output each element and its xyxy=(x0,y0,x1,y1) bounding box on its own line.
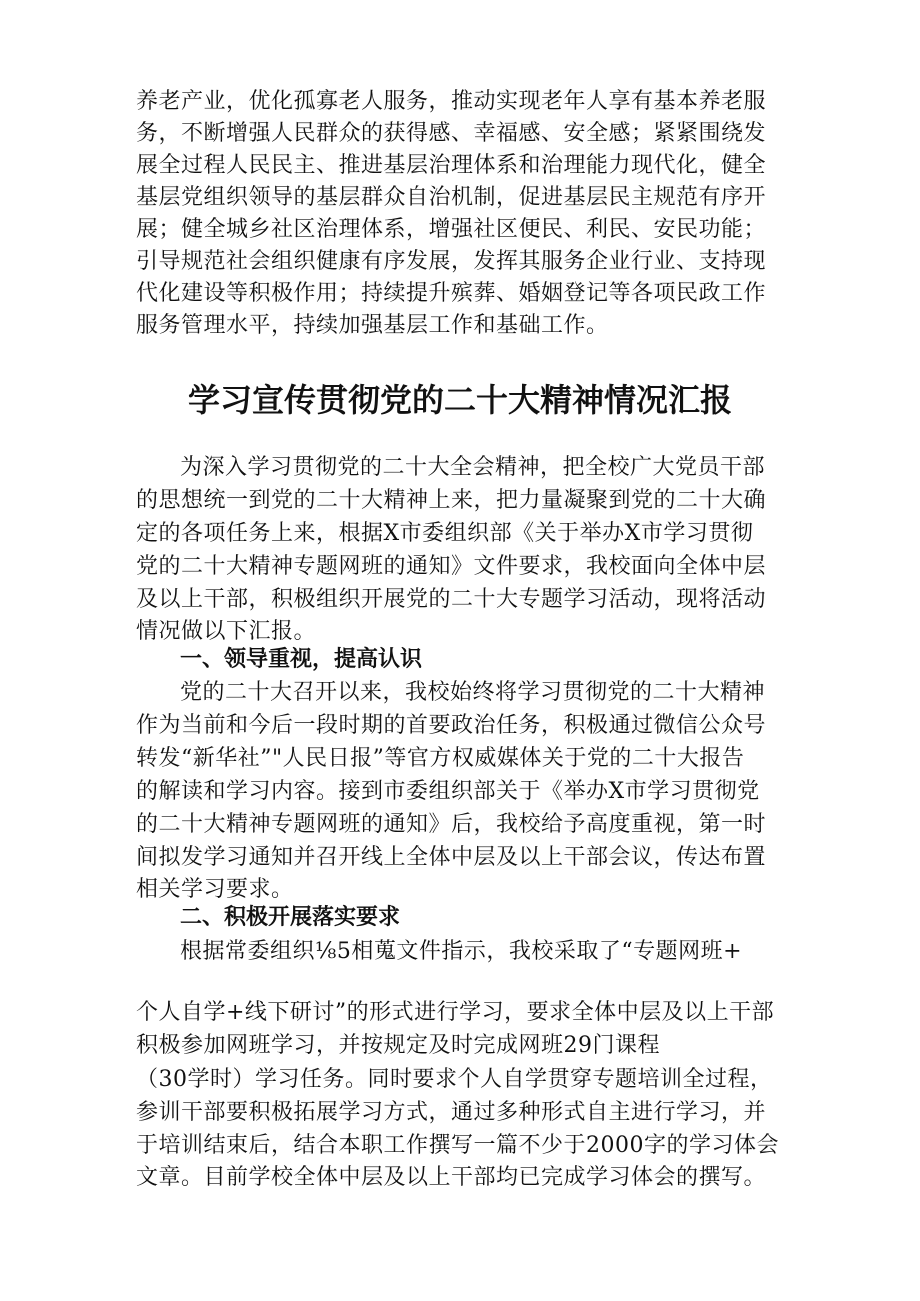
paragraph-line: 间拟发学习通知并召开线上全体中层及以上干部会议，传达布置 xyxy=(136,845,767,870)
paragraph-line: 积极参加网班学习，并按规定及时完成网班29门课程 xyxy=(136,1033,660,1058)
paragraph-line: 代化建设等积极作用；持续提升殡葬、婚姻登记等各项民政工作 xyxy=(136,281,767,306)
paragraph-line: 根据常委组织⅛5相蒐文件指示，我校采取了“专题网班+ xyxy=(180,939,743,964)
paragraph-line: 相关学习要求。 xyxy=(136,877,294,902)
paragraph-line: 务，不断增强人民群众的获得感、幸福感、安全感；紧紧围绕发 xyxy=(136,121,767,146)
paragraph-line: 及以上干部，积极组织开展党的二十大专题学习活动，现将活动 xyxy=(136,587,767,612)
paragraph-line: 个人自学+线下研讨”的形式进行学习，要求全体中层及以上干部 xyxy=(136,1000,775,1025)
paragraph-line: 引导规范社会组织健康有序发展，发挥其服务企业行业、支持现 xyxy=(136,249,767,274)
paragraph-line: 为深入学习贯彻党的二十大全会精神，把全校广大党员干部 xyxy=(180,455,766,480)
paragraph-line: 作为当前和今后一段时期的首要政治任务，积极通过微信公众号 xyxy=(136,713,767,738)
paragraph-line: 党的二十大召开以来，我校始终将学习贯彻党的二十大精神 xyxy=(180,680,766,705)
paragraph-line: 文章。目前学校全体中层及以上干部均已完成学习体会的撰写。 xyxy=(136,1165,767,1190)
paragraph-line: 于培训结束后，结合本职工作撰写一篇不少于2000字的学习体会 xyxy=(136,1133,779,1158)
paragraph-line: 展全过程人民民主、推进基层治理体系和治理能力现代化，健全 xyxy=(136,153,767,178)
paragraph-line: 服务管理水平，持续加强基层工作和基础工作。 xyxy=(136,313,609,338)
paragraph-line: 转发“新华社”"人民日报”等官方权威媒体关于党的二十大报告 xyxy=(136,746,745,771)
paragraph-line: （30学时）学习任务。同时要求个人自学贯穿专题培训全过程， xyxy=(136,1067,773,1092)
paragraph-line: 基层党组织领导的基层群众自治机制，促进基层民主规范有序开 xyxy=(136,185,767,210)
section-heading: 一、领导重视，提高认识 xyxy=(180,647,423,672)
section-heading: 二、积极开展落实要求 xyxy=(180,905,401,930)
document-title: 学习宣传贯彻党的二十大精神情况汇报 xyxy=(187,381,732,419)
paragraph-line: 养老产业，优化孤寡老人服务，推动实现老年人享有基本养老服 xyxy=(136,89,767,114)
paragraph-line: 展；健全城乡社区治理体系，增强社区便民、利民、安民功能； xyxy=(136,217,767,242)
paragraph-line: 情况做以下汇报。 xyxy=(136,619,317,644)
paragraph-line: 的思想统一到党的二十大精神上来，把力量凝聚到党的二十大确 xyxy=(136,488,767,513)
paragraph-line: 的解读和学习内容。接到市委组织部关于《举办X市学习贯彻党 xyxy=(136,779,760,804)
paragraph-line: 参训干部要积极拓展学习方式，通过多种形式自主进行学习，并 xyxy=(136,1100,767,1125)
paragraph-line: 的二十大精神专题网班的通知》后，我校给予高度重视，第一时 xyxy=(136,812,767,837)
paragraph-line: 党的二十大精神专题网班的通知》文件要求，我校面向全体中层 xyxy=(136,554,767,579)
paragraph-line: 定的各项任务上来，根据X市委组织部《关于举办X市学习贯彻 xyxy=(136,521,754,546)
